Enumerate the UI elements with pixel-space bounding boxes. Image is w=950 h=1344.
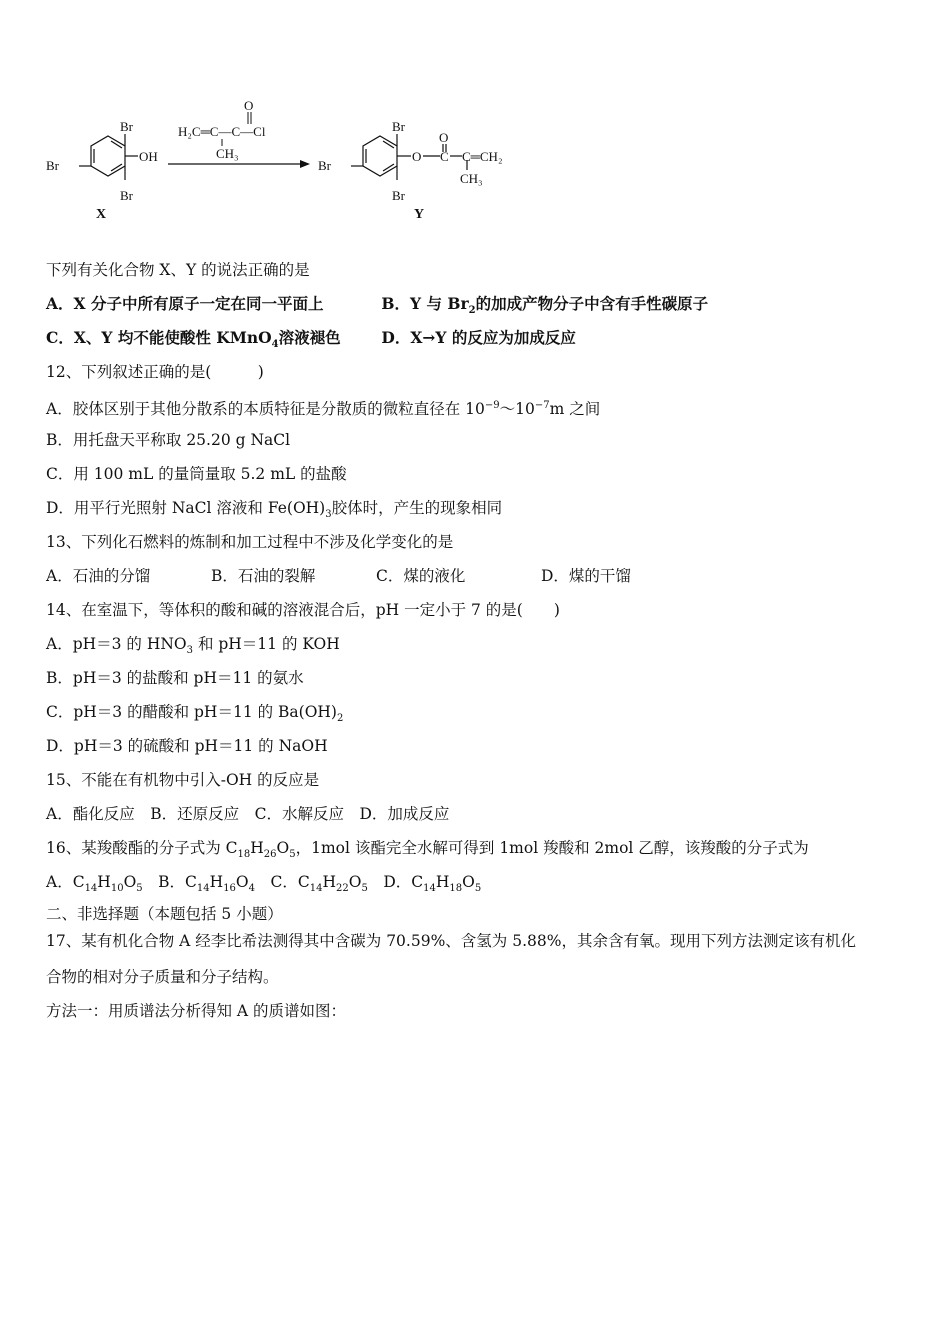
q16-option-c: C．$C_{14}H_{22}O_5$ bbox=[255, 873, 368, 895]
q13-option-c: C．煤的液化 bbox=[376, 567, 466, 585]
q13-option-b: B．石油的裂解 bbox=[211, 567, 316, 585]
q14-option-d: D．pH＝3 的硫酸和 pH＝11 的 NaOH bbox=[46, 737, 328, 755]
q16-option-d: D．$C_{14}H_{18}O_5$ bbox=[367, 873, 482, 895]
reagent-o: O bbox=[244, 98, 254, 113]
reagent-ch3: CH₃ bbox=[216, 146, 239, 161]
q12-option-b: B．用托盘天平称取 25.20 g NaCl bbox=[46, 431, 291, 449]
compound-y-structure bbox=[351, 134, 467, 180]
x-label: X bbox=[96, 207, 107, 222]
q11-option-a: A．X 分子中所有原子一定在同一平面上 bbox=[46, 294, 324, 313]
q12-option-d: D．用平行光照射 NaCl 溶液和 $Fe(OH)_3$胶体时，产生的现象相同 bbox=[46, 499, 503, 521]
section2-title: 二、非选择题（本题包括 5 小题） bbox=[46, 905, 283, 923]
q13-option-a: A．石油的分馏 bbox=[46, 567, 151, 585]
y-carbonyl-o: O bbox=[439, 130, 449, 145]
y-chain: C═CH₂ bbox=[462, 149, 503, 164]
q12-option-c: C．用 100 mL 的量筒量取 5.2 mL 的盐酸 bbox=[46, 465, 347, 483]
q15-options: A．酯化反应 B．还原反应 C．水解反应 D．加成反应 bbox=[46, 805, 450, 823]
q12-option-a: A．胶体区别于其他分散系的本质特征是分散质的微粒直径在 $10^{-9}\sim 10^{-7}m$ 之间 bbox=[46, 400, 601, 419]
q13-options bbox=[46, 565, 631, 587]
q15-stem: 15、不能在有机物中引入-OH 的反应是 bbox=[46, 771, 320, 789]
q12-stem: 12、下列叙述正确的是( ) bbox=[46, 363, 264, 381]
compound-x-structure bbox=[79, 134, 138, 180]
x-br-top: Br bbox=[120, 119, 133, 134]
q11-options-row1 bbox=[46, 293, 708, 322]
q17-line2: 合物的相对分子质量和分子结构。 bbox=[46, 968, 279, 986]
y-br-bottom: Br bbox=[392, 188, 405, 203]
y-ch3: CH₃ bbox=[460, 171, 483, 186]
reagent-formula: H₂C═C—C—Cl bbox=[178, 124, 266, 139]
q17-line1: 17、某有机化合物 A 经李比希法测得其中含碳为 70.59%、含氢为 5.88%，其余含有氧。现用下列方法测定该有机化 bbox=[46, 932, 856, 950]
reaction-scheme bbox=[30, 88, 530, 228]
q16-options bbox=[46, 871, 481, 900]
q14-option-b: B．pH＝3 的盐酸和 pH＝11 的氨水 bbox=[46, 669, 304, 687]
y-br-top: Br bbox=[392, 119, 405, 134]
q11-options-row2 bbox=[46, 327, 576, 356]
q14-option-c: C．pH＝3 的醋酸和 pH＝11 的 $Ba(OH)_2$ bbox=[46, 703, 344, 725]
q11-option-b: B．Y 与 $Br_2$的加成产物分子中含有手性碳原子 bbox=[381, 294, 709, 317]
q17-line3: 方法一：用质谱法分析得知 A 的质谱如图： bbox=[46, 1002, 347, 1020]
y-o-ester: O bbox=[412, 149, 422, 164]
q13-stem: 13、下列化石燃料的炼制和加工过程中不涉及化学变化的是 bbox=[46, 533, 454, 551]
y-br-left: Br bbox=[318, 158, 331, 173]
q16-stem: 16、某羧酸酯的分子式为 $C_{18}H_{26}O_5$，1mol 该酯完全水解可得到 1mol 羧酸和 2mol 乙醇，该羧酸的分子式为 bbox=[46, 839, 809, 861]
x-oh: OH bbox=[139, 149, 158, 164]
y-carbonyl-c: C bbox=[440, 149, 449, 164]
y-label: Y bbox=[414, 207, 425, 222]
q14-stem: 14、在室温下，等体积的酸和碱的溶液混合后，pH 一定小于 7 的是( ) bbox=[46, 601, 560, 619]
q11-option-c: C．X、Y 均不能使酸性 KMnO$_4$溶液褪色 bbox=[46, 328, 341, 351]
q13-option-d: D．煤的干馏 bbox=[541, 567, 631, 585]
q16-option-b: B．$C_{14}H_{16}O_4$ bbox=[142, 873, 256, 895]
q14-option-a: A．pH＝3 的 $HNO_3$ 和 pH＝11 的 KOH bbox=[46, 635, 340, 657]
x-br-bottom: Br bbox=[120, 188, 133, 203]
q16-option-a: A．$C_{14}H_{10}O_5$ bbox=[46, 873, 143, 895]
x-br-left: Br bbox=[46, 158, 59, 173]
q11-option-d: D．X→Y 的反应为加成反应 bbox=[381, 328, 576, 347]
reaction-arrow bbox=[168, 160, 310, 168]
q11-stem: 下列有关化合物 X、Y 的说法正确的是 bbox=[46, 261, 310, 279]
